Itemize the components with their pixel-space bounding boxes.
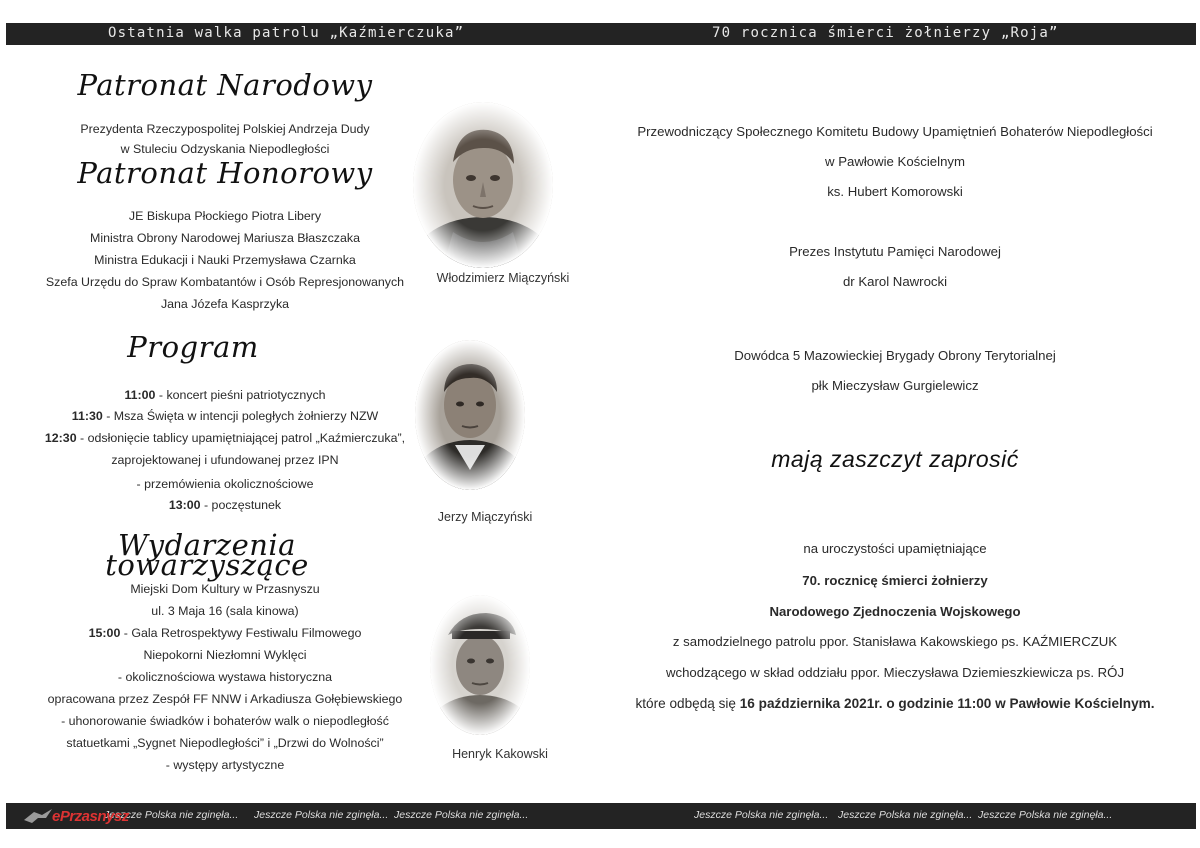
patronat-narodowy-line: Prezydenta Rzeczypospolitej Polskiej Andrzeja Dudy <box>80 122 370 136</box>
program-item: zaprojektowanej i ufundowanej przez IPN <box>111 453 339 467</box>
right-block2-line: dr Karol Nawrocki <box>842 274 948 289</box>
patronat-honorowy-line: Jana Józefa Kasprzyka <box>160 297 290 311</box>
patronat-honorowy-line: JE Biskupa Płockiego Piotra Libery <box>128 209 322 223</box>
program-item: - przemówienia okolicznościowe <box>136 477 314 491</box>
patronat-honorowy-line: Ministra Obrony Narodowej Mariusza Błaszczaka <box>90 231 360 245</box>
footer-anthem-text: Jeszcze Polska nie zginęła... <box>838 809 973 821</box>
eagle-icon <box>22 806 56 826</box>
portrait-wlodzimierz <box>413 102 553 268</box>
right-block2-line: Prezes Instytutu Pamięci Narodowej <box>789 244 1001 259</box>
invite-line: wchodzącego w skład oddziału ppor. Mieczysława Dziemieszkiewicza ps. RÓJ <box>665 665 1125 680</box>
wydarzenia-heading: Wydarzenia towarzyszące <box>105 528 309 582</box>
patronat-narodowy-heading: Patronat Narodowy <box>77 68 373 102</box>
right-block3-line: płk Mieczysław Gurgielewicz <box>811 378 979 393</box>
portrait-jerzy <box>415 340 525 490</box>
right-block1-line: ks. Hubert Komorowski <box>827 184 963 199</box>
patronat-narodowy-line: w Stuleciu Odzyskania Niepodległości <box>120 142 330 156</box>
invite-bold-line: 70. rocznicę śmierci żołnierzy <box>802 573 988 588</box>
site-logo[interactable] <box>22 806 152 826</box>
header-bar <box>6 23 1196 45</box>
program-heading: Program <box>127 330 259 364</box>
footer-anthem-text: Jeszcze Polska nie zginęła... <box>978 809 1113 821</box>
wydarzenia-item: - okolicznościowa wystawa historyczna <box>117 670 333 684</box>
portrait-henryk <box>430 595 530 735</box>
invite-bold-line: Narodowego Zjednoczenia Wojskowego <box>769 604 1021 619</box>
program-item: 13:00 - poczęstunek <box>168 498 282 512</box>
header-left-title: Ostatnia walka patrolu „Kaźmierczuka” <box>108 25 465 41</box>
invite-script: mają zaszczyt zaprosić <box>771 446 1019 472</box>
invite-intro: na uroczystości upamiętniające <box>803 541 987 556</box>
patronat-honorowy-line: Ministra Edukacji i Nauki Przemysława Czarnka <box>94 253 356 267</box>
patronat-honorowy-heading: Patronat Honorowy <box>77 156 373 190</box>
wydarzenia-item: Miejski Dom Kultury w Przasnyszu <box>130 582 320 596</box>
header-right-title: 70 rocznica śmierci żołnierzy „Roja” <box>712 25 1059 41</box>
portrait-caption: Włodzimierz Miączyński <box>436 271 570 285</box>
right-block1-line: Przewodniczący Społecznego Komitetu Budowy Upamiętnień Bohaterów Niepodległości <box>637 124 1153 139</box>
wydarzenia-item: ul. 3 Maja 16 (sala kinowa) <box>151 604 299 618</box>
wydarzenia-item: 15:00 - Gala Retrospektywy Festiwalu Filmowego <box>88 626 362 640</box>
footer-anthem-text: Jeszcze Polska nie zginęła... <box>694 809 829 821</box>
invite-final-line: które odbędą się 16 października 2021r. o godzinie 11:00 w Pawłowie Kościelnym. <box>635 696 1155 711</box>
wydarzenia-item: Niepokorni Niezłomni Wyklęci <box>143 648 307 662</box>
invite-line: z samodzielnego patrolu ppor. Stanisława Kakowskiego ps. KAŹMIERCZUK <box>672 634 1118 649</box>
wydarzenia-item: statuetkami „Sygnet Niepodległości” i „Drzwi do Wolności” <box>66 736 384 750</box>
wydarzenia-item: - uhonorowanie świadków i bohaterów walk o niepodległość <box>61 714 389 728</box>
right-block1-line: w Pawłowie Kościelnym <box>825 154 965 169</box>
right-block3-line: Dowódca 5 Mazowieckiej Brygady Obrony Terytorialnej <box>734 348 1056 363</box>
site-logo-text: ePrzasnysz <box>52 808 129 825</box>
footer-anthem-text: Jeszcze Polska nie zginęła... <box>394 809 529 821</box>
program-item: 11:30 - Msza Święta w intencji poległych żołnierzy NZW <box>71 409 379 423</box>
program-item: 12:30 - odsłonięcie tablicy upamiętniającej patrol „Kaźmierczuka”, <box>44 431 406 445</box>
wydarzenia-item: - występy artystyczne <box>165 758 285 772</box>
footer-anthem-text: Jeszcze Polska nie zginęła... <box>104 809 239 821</box>
wydarzenia-item: opracowana przez Zespół FF NNW i Arkadiusza Gołębiewskiego <box>47 692 403 706</box>
program-item: 11:00 - koncert pieśni patriotycznych <box>124 388 326 402</box>
portrait-caption: Jerzy Miączyński <box>437 510 533 524</box>
footer-bar <box>6 803 1196 829</box>
footer-anthem-text: Jeszcze Polska nie zginęła... <box>254 809 389 821</box>
portrait-caption: Henryk Kakowski <box>452 747 548 761</box>
patronat-honorowy-line: Szefa Urzędu do Spraw Kombatantów i Osób Represjonowanych <box>45 275 405 289</box>
